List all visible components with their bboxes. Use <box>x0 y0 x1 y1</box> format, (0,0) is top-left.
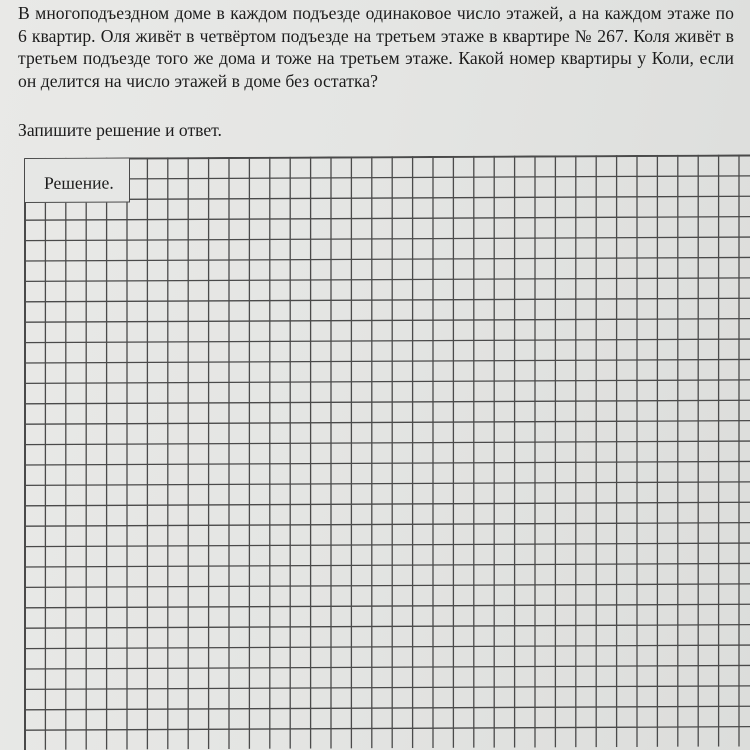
grid-horizontal-line <box>24 482 750 486</box>
grid-horizontal-line <box>24 196 750 200</box>
grid-horizontal-line <box>24 176 750 180</box>
grid-horizontal-line <box>24 441 750 445</box>
answer-grid[interactable] <box>24 154 750 750</box>
problem-text: В многоподъездном доме в каждом подъезде одинаковое число этажей, а на каждом этаже по 6 квартир. Оля живёт в четвёртом подъезде на третьем этаже в квартире № 267. Коля живёт в третьем подъезде того же дома и тоже на третьем этаже. Какой номер квартиры у Коли, если он делится на число этажей в доме без остатка? <box>18 3 734 91</box>
grid-horizontal-line <box>24 523 750 527</box>
grid-horizontal-line <box>24 686 750 690</box>
grid-horizontal-line <box>24 359 750 363</box>
grid-horizontal-line <box>24 380 750 384</box>
grid-horizontal-line <box>24 217 750 221</box>
grid-horizontal-line <box>24 645 750 649</box>
grid-horizontal-line <box>24 727 750 731</box>
grid-horizontal-line <box>24 543 750 547</box>
instruction-text: Запишите решение и ответ. <box>18 120 222 140</box>
grid-horizontal-line <box>24 298 750 302</box>
grid-horizontal-line <box>24 421 750 425</box>
grid-horizontal-line <box>24 563 750 567</box>
grid-horizontal-line <box>24 584 750 588</box>
grid-horizontal-line <box>24 604 750 608</box>
grid-horizontal-line <box>24 339 750 343</box>
grid-horizontal-line <box>24 237 750 241</box>
grid-horizontal-line <box>24 319 750 323</box>
grid-horizontal-line <box>24 257 750 261</box>
grid-horizontal-line <box>24 625 750 629</box>
grid-lines <box>24 154 750 750</box>
grid-horizontal-line <box>24 461 750 465</box>
grid-horizontal-line <box>24 665 750 669</box>
grid-horizontal-line <box>24 502 750 506</box>
grid-horizontal-line <box>24 706 750 710</box>
solution-label-box <box>25 158 130 203</box>
grid-horizontal-line <box>24 400 750 404</box>
grid-horizontal-line <box>24 278 750 282</box>
grid-top-border <box>25 155 750 159</box>
solution-label: Решение. <box>44 172 114 193</box>
